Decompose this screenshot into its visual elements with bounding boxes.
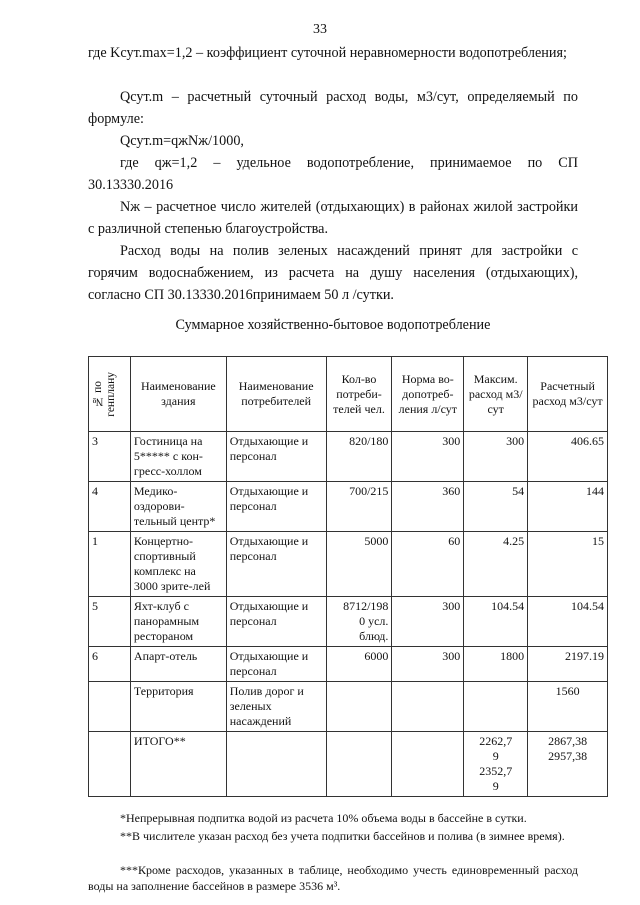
cell-consumers: Отдыхающие и персонал [226,432,326,482]
cell-max: 4.25 [464,532,528,597]
cell-building: ИТОГО** [130,732,226,797]
cell-count: 8712/198 0 усл. блюд. [326,597,392,647]
table-row [89,597,608,647]
cell-norm: 300 [392,432,464,482]
cell-max: 1800 [464,647,528,682]
header-consumer-count: Кол-во потреби-телей чел. [326,357,392,432]
cell-norm [392,732,464,797]
cell-plan-number [89,732,131,797]
cell-building: Гостиница на 5***** с кон-гресс-холлом [130,432,226,482]
footnote-1: *Непрерывная подпитка водой из расчета 10% объема воды в бассейне в сутки. [120,811,527,825]
cell-building: Медико-оздорови-тельный центр* [130,482,226,532]
table-row [89,532,608,597]
cell-calc: 2867,38 2957,38 [528,732,608,797]
cell-count [326,682,392,732]
page-number: 33 [313,22,327,37]
cell-count: 820/180 [326,432,392,482]
footnote-2: **В числителе указан расход без учета подпитки бассейнов и полива (в зимнее время). [120,829,565,843]
cell-consumers: Отдыхающие и персонал [226,482,326,532]
header-consumer-name: Наименование потребителей [226,357,326,432]
table-caption: Суммарное хозяйственно-бытовое водопотребление [175,317,491,333]
cell-plan-number [89,682,131,732]
header-building-name: Наименование здания [130,357,226,432]
cell-consumers: Отдыхающие и персонал [226,532,326,597]
cell-norm: 360 [392,482,464,532]
cell-max: 54 [464,482,528,532]
cell-building: Яхт-клуб с панорамным рестораном [130,597,226,647]
header-norm: Норма во-допотреб-ления л/сут [392,357,464,432]
cell-norm: 60 [392,532,464,597]
cell-consumers: Отдыхающие и персонал [226,647,326,682]
header-max-flow: Максим. расход м3/сут [464,357,528,432]
table-header-row [89,357,608,432]
paragraph-qzh: где qж=1,2 – удельное водопотребление, принимаемое по СП 30.13330.2016 [88,155,578,193]
cell-calc: 104.54 [528,597,608,647]
cell-consumers: Полив дорог и зеленых насаждений [226,682,326,732]
cell-norm: 300 [392,597,464,647]
cell-calc: 2197.19 [528,647,608,682]
cell-count [326,732,392,797]
table-row [89,682,608,732]
table-row [89,482,608,532]
table-row [89,647,608,682]
cell-norm: 300 [392,647,464,682]
cell-calc: 144 [528,482,608,532]
cell-norm [392,682,464,732]
header-plan-number: № по генплану [89,357,131,432]
cell-calc: 15 [528,532,608,597]
cell-consumers [226,732,326,797]
cell-max [464,682,528,732]
cell-calc: 1560 [528,682,608,732]
cell-plan-number: 6 [89,647,131,682]
cell-count: 700/215 [326,482,392,532]
footnote-3: ***Кроме расходов, указанных в таблице, необходимо учесть единовременный расход воды на заполнение бассейнов в размере 3536 м³. [88,863,578,893]
header-calc-flow: Расчетный расход м3/сут [528,357,608,432]
paragraph-qsut: Qсут.m – расчетный суточный расход воды, м3/сут, определяемый по формуле: [88,89,578,127]
table-row [89,432,608,482]
cell-max: 300 [464,432,528,482]
cell-building: Апарт-отель [130,647,226,682]
cell-count: 5000 [326,532,392,597]
table-row-total [89,732,608,797]
cell-plan-number: 5 [89,597,131,647]
cell-calc: 406.65 [528,432,608,482]
paragraph-watering: Расход воды на полив зеленых насаждений принят для застройки с горячим водоснабжением, из расчета на душу населения (отдыхающих), согласно СП 30.13330.2016принимаем 50 л /сутки. [88,243,578,303]
paragraph-formula: Qсут.m=qжNж/1000, [120,133,244,149]
cell-plan-number: 4 [89,482,131,532]
cell-max: 104.54 [464,597,528,647]
cell-plan-number: 3 [89,432,131,482]
cell-count: 6000 [326,647,392,682]
cell-building: Концертно-спортивный комплекс на 3000 зрите-лей [130,532,226,597]
cell-consumers: Отдыхающие и персонал [226,597,326,647]
cell-max: 2262,7 9 2352,7 9 [464,732,528,797]
paragraph-ksut: где Kсут.max=1,2 – коэффициент суточной неравномерности водопотребления; [88,45,567,61]
cell-building: Территория [130,682,226,732]
paragraph-nzh: Nж – расчетное число жителей (отдыхающих) в районах жилой застройки с различной степенью благоустройства. [88,199,578,237]
cell-plan-number: 1 [89,532,131,597]
water-consumption-table [88,356,608,797]
